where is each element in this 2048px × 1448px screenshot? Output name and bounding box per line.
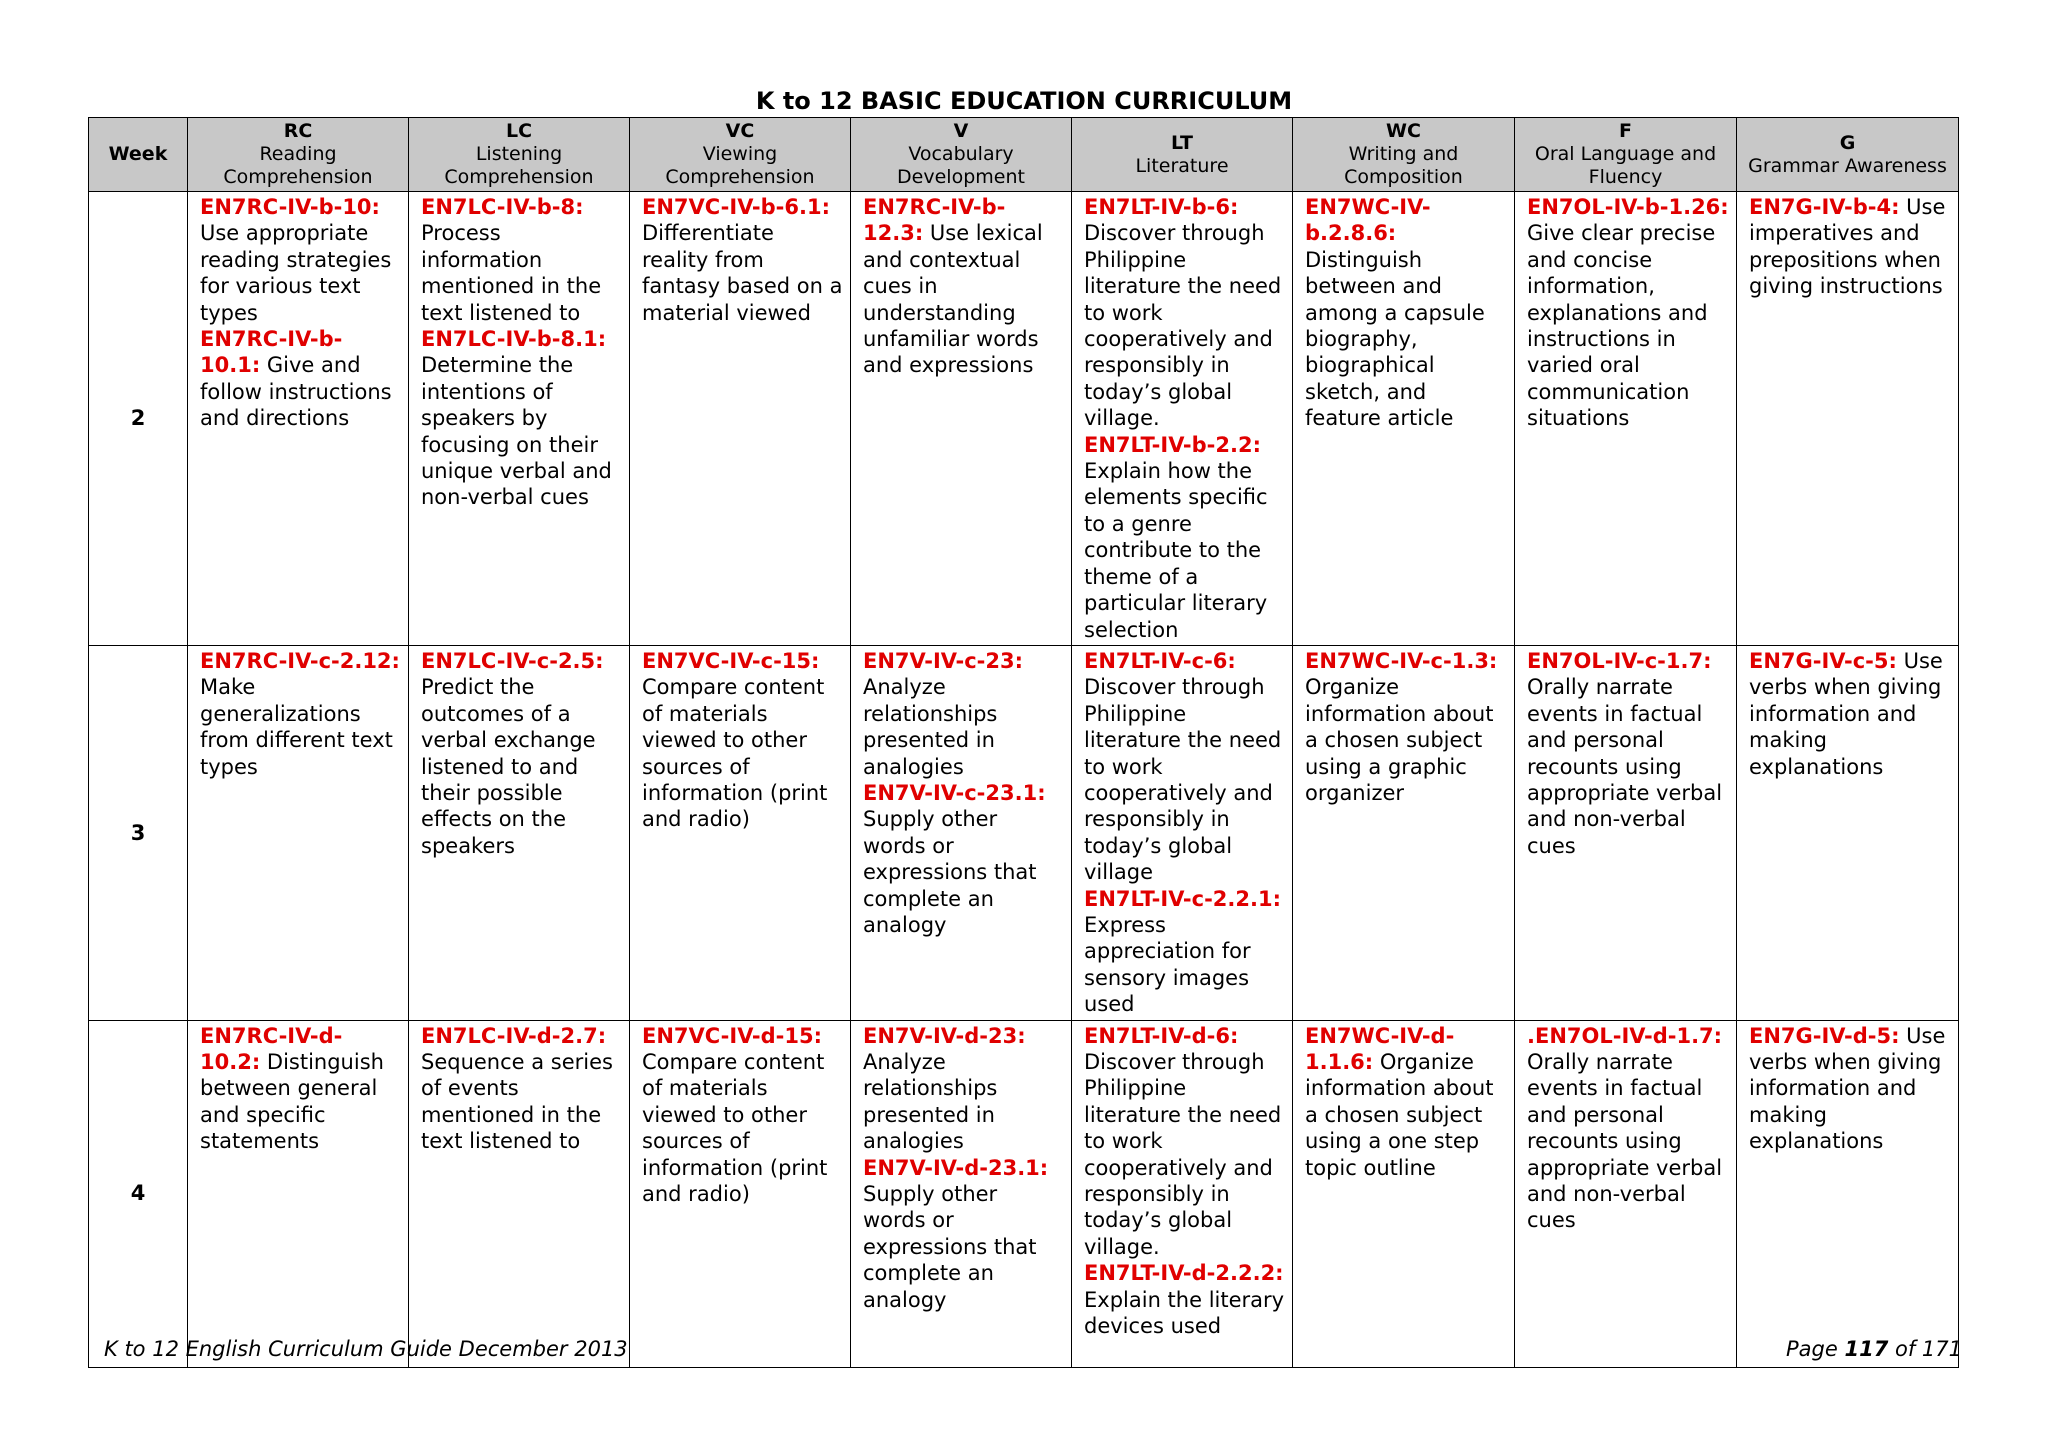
competency-cell — [630, 192, 851, 646]
footer-guide-title: K to 12 English Curriculum Guide December 2013 — [104, 1337, 628, 1361]
header-name: Oral Language and Fluency — [1534, 143, 1717, 188]
competency-entry — [200, 1023, 402, 1155]
week-number: 2 — [89, 192, 188, 646]
competency-entry — [421, 648, 623, 859]
table-header-row — [89, 118, 1959, 192]
competency-entry — [200, 648, 402, 780]
header-v — [851, 118, 1072, 192]
competency-entry — [1084, 432, 1286, 643]
competency-entry — [1084, 1023, 1286, 1261]
header-f — [1515, 118, 1737, 192]
header-name: Listening Comprehension — [444, 143, 594, 188]
competency-code: EN7LC-IV-c-2.5: — [421, 648, 604, 673]
competency-cell — [1072, 1020, 1293, 1367]
competency-text: Analyze relationships presented in analogies — [863, 1050, 998, 1154]
competency-cell — [409, 645, 630, 1020]
competency-code: EN7VC-IV-c-15: — [642, 648, 820, 673]
competency-cell — [630, 1020, 851, 1367]
competency-entry — [1084, 194, 1286, 432]
competency-text: Make generalizations from different text types — [200, 675, 393, 779]
competency-entry — [421, 326, 623, 511]
table-body — [89, 192, 1959, 1368]
header-name: Vocabulary Development — [897, 143, 1025, 188]
competency-entry — [1084, 886, 1286, 1018]
week-number: 4 — [89, 1020, 188, 1367]
competency-text: Use imperatives and prepositions when giving instructions — [1749, 195, 1946, 299]
competency-cell — [1293, 645, 1515, 1020]
competency-text: Give clear precise and concise information, explanations and instructions in varied oral communication situations — [1527, 221, 1716, 431]
competency-cell — [188, 192, 409, 646]
competency-cell — [851, 1020, 1072, 1367]
competency-text: Analyze relationships presented in analogies — [863, 675, 998, 779]
header-name: Viewing Comprehension — [665, 143, 815, 188]
competency-code: EN7G-IV-d-5: — [1749, 1023, 1900, 1048]
competency-entry — [1305, 194, 1508, 432]
competency-text: Use verbs when giving information and making explanations — [1749, 1023, 1946, 1154]
competency-code: EN7LC-IV-d-2.7: — [421, 1023, 607, 1048]
header-name: Reading Comprehension — [223, 143, 373, 188]
table-row — [89, 192, 1959, 646]
header-code: WC — [1386, 120, 1421, 142]
competency-cell — [1293, 192, 1515, 646]
header-lt — [1072, 118, 1293, 192]
competency-code: EN7LT-IV-b-6: — [1084, 195, 1239, 219]
header-name: Grammar Awareness — [1748, 154, 1947, 177]
competency-cell — [1737, 192, 1959, 646]
competency-cell — [188, 1020, 409, 1367]
competency-text: Discover through Philippine literature the need to work cooperatively and responsibly in today’s global village — [1084, 675, 1282, 885]
competency-code: EN7V-IV-c-23: — [863, 648, 1024, 673]
competency-text: Organize information about a chosen subject using a one step topic outline — [1305, 1050, 1494, 1180]
competency-code: EN7V-IV-d-23: — [863, 1023, 1026, 1048]
competency-entry — [1305, 1023, 1508, 1181]
competency-code: .EN7OL-IV-d-1.7: — [1527, 1023, 1723, 1048]
week-number: 3 — [89, 645, 188, 1020]
competency-text: Organize information about a chosen subject using a graphic organizer — [1305, 675, 1494, 805]
competency-text: Orally narrate events in factual and personal recounts using appropriate verbal and non-verbal cues — [1527, 675, 1723, 858]
page-suffix: of 171 — [1888, 1337, 1962, 1361]
header-code: LC — [505, 120, 533, 142]
competency-text: Explain the literary devices used — [1084, 1287, 1285, 1339]
competency-text: Process information mentioned in the text listened to — [421, 221, 602, 325]
competency-text: Determine the intentions of speakers by focusing on their unique verbal and non-verbal cues — [421, 353, 612, 510]
competency-code: EN7RC-IV-b-10.1: — [200, 327, 343, 378]
competency-cell — [1515, 192, 1737, 646]
competency-code: EN7LT-IV-c-6: — [1084, 648, 1236, 673]
competency-entry — [1305, 648, 1508, 806]
competency-entry — [642, 1023, 844, 1208]
competency-entry — [863, 1023, 1065, 1155]
competency-cell — [630, 645, 851, 1020]
competency-text: Supply other words or expressions that complete an analogy — [863, 1182, 1037, 1312]
competency-code: EN7V-IV-d-23.1: — [863, 1155, 1049, 1180]
competency-entry — [863, 648, 1065, 780]
header-name: Literature — [1135, 154, 1229, 177]
competency-cell — [188, 645, 409, 1020]
header-g — [1737, 118, 1959, 192]
header-vc — [630, 118, 851, 192]
competency-text: Use verbs when giving information and making explanations — [1749, 648, 1943, 779]
competency-code: EN7WC-IV-b.2.8.6: — [1305, 195, 1431, 246]
competency-cell — [409, 1020, 630, 1367]
competency-entry — [863, 780, 1065, 938]
competency-cell — [851, 192, 1072, 646]
competency-entry — [421, 1023, 623, 1155]
competency-code: EN7VC-IV-d-15: — [642, 1023, 823, 1048]
competency-code: EN7RC-IV-b-10: — [200, 195, 380, 219]
competency-code: EN7V-IV-c-23.1: — [863, 780, 1046, 805]
competency-text: Distinguish between and among a capsule biography, biographical sketch, and feature article — [1305, 247, 1485, 431]
competency-code: EN7G-IV-c-5: — [1749, 648, 1897, 673]
competency-entry — [1527, 1023, 1730, 1234]
competency-entry — [1527, 648, 1730, 859]
competency-code: EN7LT-IV-b-2.2: — [1084, 432, 1261, 457]
table-row — [89, 645, 1959, 1020]
competency-code: EN7LT-IV-c-2.2.1: — [1084, 886, 1281, 911]
competency-entry — [200, 194, 402, 326]
competency-entry — [200, 326, 402, 432]
competency-entry — [863, 1155, 1065, 1313]
footer-page-number — [1786, 1336, 1962, 1362]
competency-text: Discover through Philippine literature the need to work cooperatively and responsibly in today’s global village. — [1084, 221, 1282, 431]
competency-entry — [1749, 1023, 1952, 1155]
header-wc — [1293, 118, 1515, 192]
competency-text: Orally narrate events in factual and personal recounts using appropriate verbal and non-verbal cues — [1527, 1050, 1723, 1233]
competency-entry — [1527, 194, 1730, 432]
header-name: Writing and Composition — [1344, 143, 1463, 188]
competency-entry — [863, 194, 1065, 379]
competency-cell — [1072, 645, 1293, 1020]
competency-entry — [1084, 648, 1286, 886]
competency-code: EN7G-IV-b-4: — [1749, 195, 1900, 219]
competency-entry — [1084, 1260, 1286, 1339]
competency-cell — [1737, 1020, 1959, 1367]
competency-entry — [1749, 648, 1952, 780]
competency-code: EN7LT-IV-d-2.2.2: — [1084, 1261, 1284, 1286]
competency-text: Supply other words or expressions that complete an analogy — [863, 807, 1037, 937]
competency-text: Explain how the elements specific to a genre contribute to the theme of a particular literary selection — [1084, 459, 1268, 642]
header-code: LT — [1171, 131, 1193, 154]
header-week: Week — [89, 118, 188, 192]
competency-code: EN7WC-IV-c-1.3: — [1305, 648, 1498, 673]
competency-cell — [1737, 645, 1959, 1020]
competency-text: Compare content of materials viewed to other sources of information (print and radio) — [642, 1050, 828, 1207]
table-row — [89, 1020, 1959, 1367]
competency-cell — [851, 645, 1072, 1020]
competency-entry — [421, 194, 623, 326]
competency-code: EN7WC-IV-d-1.1.6: — [1305, 1023, 1455, 1074]
competency-text: Use appropriate reading strategies for various text types — [200, 221, 392, 325]
competency-entry — [1749, 194, 1952, 300]
header-code: RC — [283, 120, 313, 142]
curriculum-table — [88, 117, 1959, 1368]
document-title: K to 12 BASIC EDUCATION CURRICULUM — [755, 87, 1293, 115]
competency-cell — [1515, 645, 1737, 1020]
competency-text: Predict the outcomes of a verbal exchange listened to and their possible effects on the speakers — [421, 675, 596, 858]
competency-text: Discover through Philippine literature the need to work cooperatively and responsibly in today’s global village. — [1084, 1050, 1282, 1259]
competency-code: EN7RC-IV-c-2.12: — [200, 648, 400, 673]
competency-code: EN7RC-IV-d-10.2: — [200, 1023, 343, 1074]
competency-code: EN7LC-IV-b-8.1: — [421, 327, 607, 352]
competency-text: Use lexical and contextual cues in understanding unfamiliar words and expressions — [863, 221, 1043, 378]
competency-code: EN7VC-IV-b-6.1: — [642, 195, 830, 219]
header-rc — [188, 118, 409, 192]
competency-cell — [1515, 1020, 1737, 1367]
competency-code: EN7LT-IV-d-6: — [1084, 1023, 1239, 1048]
competency-text: Express appreciation for sensory images used — [1084, 912, 1251, 1017]
competency-text: Distinguish between general and specific statements — [200, 1050, 384, 1154]
competency-code: EN7LC-IV-b-8: — [421, 195, 584, 219]
competency-cell — [409, 192, 630, 646]
competency-code: EN7OL-IV-c-1.7: — [1527, 648, 1712, 673]
competency-code: EN7RC-IV-b-12.3: — [863, 195, 1006, 246]
competency-cell — [1293, 1020, 1515, 1367]
header-code: VC — [725, 120, 755, 142]
competency-entry — [642, 648, 844, 833]
competency-text: Sequence a series of events mentioned in the text listened to — [421, 1050, 613, 1154]
header-code: F — [1619, 120, 1632, 142]
competency-cell — [1072, 192, 1293, 646]
page-current: 117 — [1844, 1337, 1889, 1361]
competency-text: Compare content of materials viewed to other sources of information (print and radio) — [642, 675, 828, 832]
header-code: G — [1839, 131, 1856, 154]
header-lc — [409, 118, 630, 192]
header-code: V — [953, 120, 969, 142]
page-prefix: Page — [1786, 1337, 1845, 1361]
competency-text: Give and follow instructions and directions — [200, 353, 392, 431]
competency-text: Differentiate reality from fantasy based on a material viewed — [642, 221, 843, 325]
competency-entry — [642, 194, 844, 326]
competency-code: EN7OL-IV-b-1.26: — [1527, 195, 1729, 219]
